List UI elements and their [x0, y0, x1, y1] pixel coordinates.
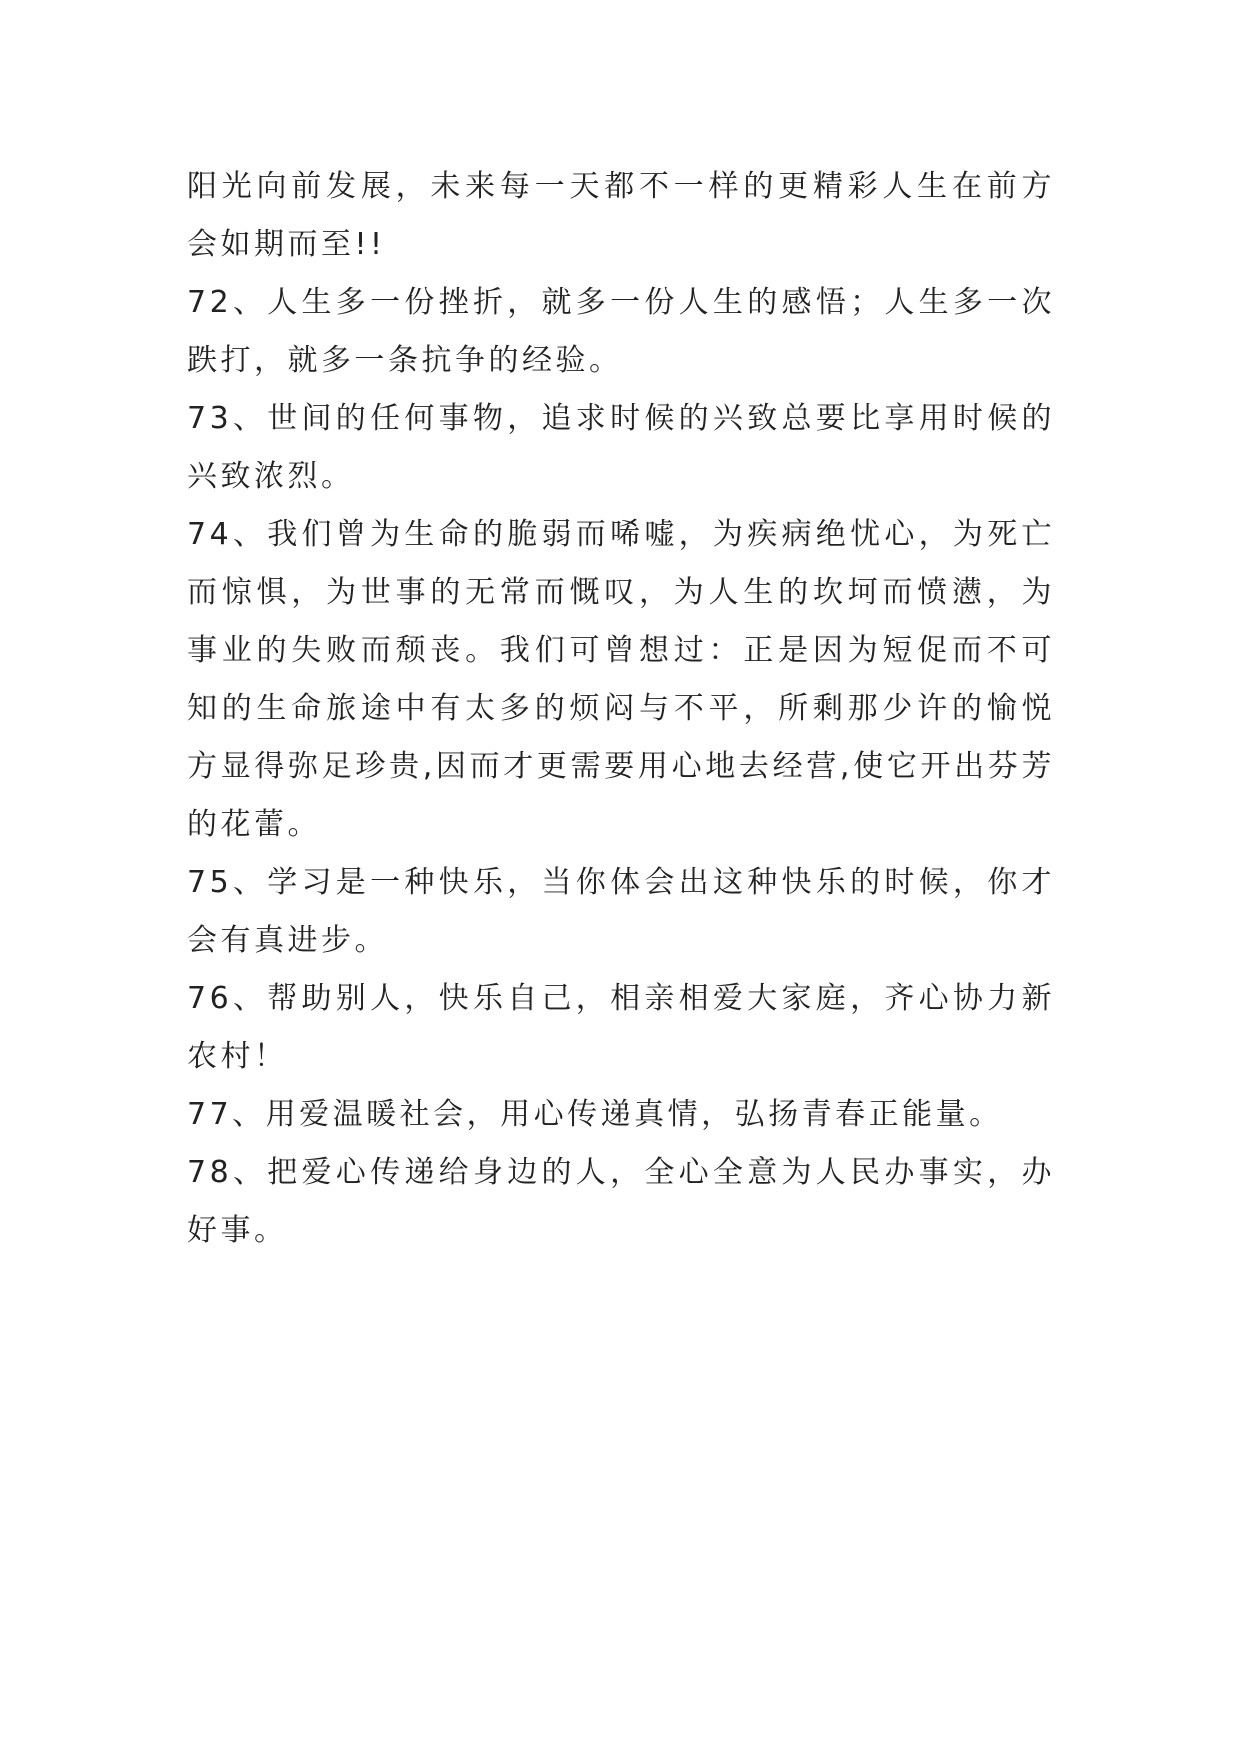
paragraph-continuation: 阳光向前发展，未来每一天都不一样的更精彩人生在前方会如期而至!!	[187, 169, 1055, 262]
paragraph-78: 78、把爱心传递给身边的人，全心全意为人民办事实，办好事。	[187, 1155, 1055, 1248]
document-body	[187, 158, 1055, 1260]
paragraph-75: 75、学习是一种快乐，当你体会出这种快乐的时候，你才会有真进步。	[187, 865, 1055, 958]
paragraph-74: 74、我们曾为生命的脆弱而唏嘘，为疾病绝忧心，为死亡而惊惧，为世事的无常而慨叹，为人生的坎坷而愤懑，为事业的失败而颓丧。我们可曾想过：正是因为短促而不可知的生命旅途中有太多的烦闷与不平，所剩那少许的愉悦方显得弥足珍贵,因而才更需要用心地去经营,使它开出芬芳的花蕾。	[187, 517, 1055, 842]
paragraph-76: 76、帮助别人，快乐自己，相亲相爱大家庭，齐心协力新农村！	[187, 981, 1055, 1074]
paragraph-72: 72、人生多一份挫折，就多一份人生的感悟；人生多一次跌打，就多一条抗争的经验。	[187, 285, 1055, 378]
paragraph-73: 73、世间的任何事物，追求时候的兴致总要比享用时候的兴致浓烈。	[187, 401, 1055, 494]
paragraph-77: 77、用爱温暖社会，用心传递真情，弘扬青春正能量。	[187, 1097, 1003, 1132]
